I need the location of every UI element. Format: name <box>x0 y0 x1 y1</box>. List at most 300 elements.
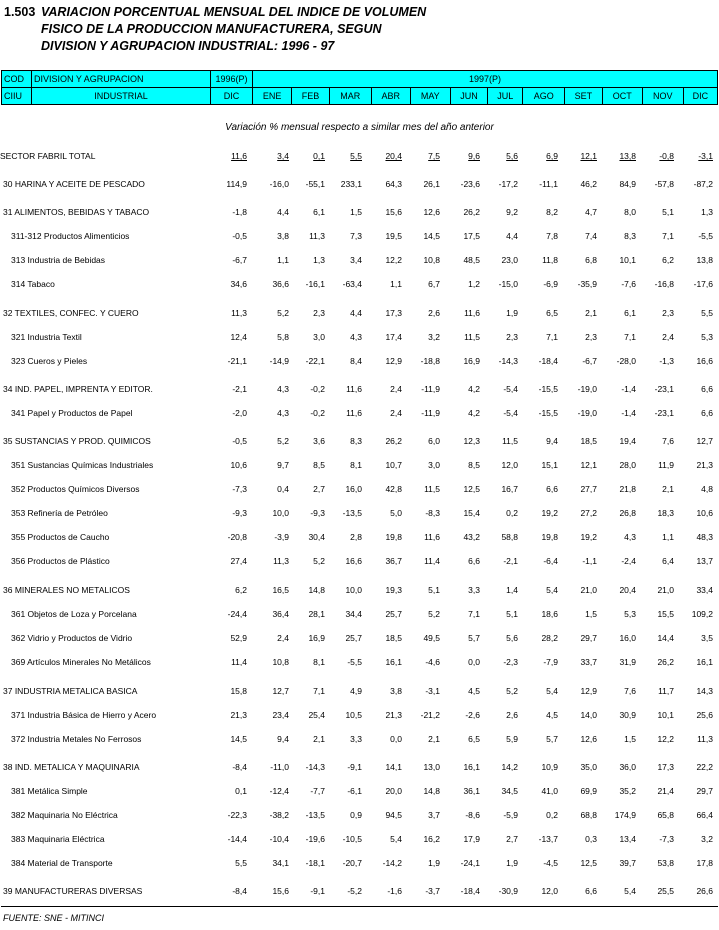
row-value: 114,9 <box>226 179 247 189</box>
row-label: 361 Objetos de Loza y Porcelana <box>11 609 137 619</box>
row-value: 11,5 <box>464 332 480 342</box>
row-value: -11,0 <box>270 762 289 772</box>
row-value: -8,6 <box>465 810 480 820</box>
row-value: 0,4 <box>277 484 289 494</box>
row-value: 23,0 <box>501 255 518 265</box>
row-value: -18,4 <box>538 356 558 366</box>
row-value: 4,8 <box>701 484 713 494</box>
row-value: -16,1 <box>305 279 325 289</box>
row-value: 16,6 <box>696 356 713 366</box>
row-value: -2,0 <box>232 408 247 418</box>
row-value: 12,4 <box>230 332 247 342</box>
row-value: 26,2 <box>463 207 480 217</box>
row-value: 5,9 <box>506 734 518 744</box>
row-value: 6,2 <box>235 585 247 595</box>
row-value: 0,2 <box>506 508 518 518</box>
row-value: 11,6 <box>424 532 440 542</box>
row-value: 10,0 <box>272 508 289 518</box>
row-value: -7,9 <box>543 657 558 667</box>
row-value: 5,3 <box>701 332 713 342</box>
row-value: 27,2 <box>580 508 597 518</box>
row-value: 1,9 <box>506 308 518 318</box>
row-value: 27,7 <box>580 484 597 494</box>
row-value: -19,0 <box>577 384 597 394</box>
row-value: 49,5 <box>423 633 440 643</box>
row-value: 9,2 <box>506 207 518 217</box>
row-value: 18,5 <box>385 633 402 643</box>
row-label: 32 TEXTILES, CONFEC. Y CUERO <box>3 308 139 318</box>
row-value: 35,0 <box>580 762 597 772</box>
row-value: 1,9 <box>428 858 440 868</box>
row-label: 384 Material de Transporte <box>11 858 113 868</box>
row-value: -38,2 <box>269 810 289 820</box>
row-value: -6,7 <box>232 255 247 265</box>
row-value: -57,8 <box>654 179 674 189</box>
row-value: 6,1 <box>624 308 636 318</box>
row-value: 36,0 <box>619 762 636 772</box>
row-value: 11,5 <box>424 484 440 494</box>
row-value: -30,9 <box>498 886 518 896</box>
row-value: -5,4 <box>503 408 518 418</box>
row-value: 1,1 <box>390 279 402 289</box>
row-value: 11,3 <box>273 556 289 566</box>
row-value: 34,4 <box>345 609 362 619</box>
row-value: 1,1 <box>277 255 289 265</box>
row-value: 13,7 <box>696 556 713 566</box>
table-row <box>0 382 719 396</box>
header-month: SET <box>565 88 603 105</box>
table-row <box>0 177 719 191</box>
row-value: 16,0 <box>619 633 636 643</box>
row-value: 0,9 <box>350 810 362 820</box>
row-value: 19,3 <box>385 585 402 595</box>
row-value: 6,6 <box>468 556 480 566</box>
row-value: 5,4 <box>624 886 636 896</box>
row-value: 8,2 <box>546 207 558 217</box>
row-label: 321 Industria Textil <box>11 332 82 342</box>
row-value: -3,9 <box>274 532 289 542</box>
row-value: 4,5 <box>546 710 558 720</box>
row-value: 10,5 <box>345 710 362 720</box>
table-row <box>0 631 719 645</box>
row-value: -9,3 <box>232 508 247 518</box>
row-value: -5,5 <box>347 657 362 667</box>
row-value: 109,2 <box>691 609 713 619</box>
bottom-rule <box>1 906 718 907</box>
row-value: 19,8 <box>541 532 558 542</box>
row-value: 11,9 <box>658 460 674 470</box>
row-value: 1,1 <box>662 532 674 542</box>
row-value: 8,3 <box>350 436 362 446</box>
row-value: 4,4 <box>350 308 362 318</box>
row-value: 3,4 <box>350 255 362 265</box>
row-value: 20,4 <box>385 151 402 161</box>
row-value: 5,6 <box>506 633 518 643</box>
table-row <box>0 434 719 448</box>
row-value: -19,6 <box>305 834 325 844</box>
title-line-1: VARIACION PORCENTUAL MENSUAL DEL INDICE DE VOLUMEN <box>41 5 427 19</box>
row-value: 15,4 <box>463 508 480 518</box>
row-value: 2,4 <box>390 384 402 394</box>
row-value: 5,2 <box>506 686 518 696</box>
row-value: 43,2 <box>463 532 480 542</box>
row-label: 311-312 Productos Alimenticios <box>11 231 130 241</box>
row-value: 6,7 <box>428 279 440 289</box>
row-value: 28,0 <box>619 460 636 470</box>
header-ciiu: CIIU <box>2 88 32 105</box>
row-label: 37 INDUSTRIA METALICA BASICA <box>3 686 138 696</box>
row-value: 7,1 <box>624 332 636 342</box>
table-row <box>0 708 719 722</box>
row-value: 12,0 <box>541 886 558 896</box>
row-label: 383 Maquinaria Eléctrica <box>11 834 105 844</box>
row-value: 12,9 <box>580 686 597 696</box>
row-value: 14,3 <box>696 686 713 696</box>
table-row <box>0 784 719 798</box>
row-value: 21,3 <box>230 710 247 720</box>
row-value: 26,6 <box>696 886 713 896</box>
row-value: 11,6 <box>346 408 362 418</box>
table-row <box>0 406 719 420</box>
row-value: 65,8 <box>657 810 674 820</box>
row-value: 9,4 <box>277 734 289 744</box>
row-value: 6,6 <box>701 384 713 394</box>
row-value: 14,1 <box>385 762 402 772</box>
row-value: 14,5 <box>423 231 440 241</box>
table-row <box>0 482 719 496</box>
row-label: 36 MINERALES NO METALICOS <box>3 585 130 595</box>
row-value: 15,6 <box>385 207 402 217</box>
row-value: 94,5 <box>385 810 402 820</box>
table-row <box>0 760 719 774</box>
row-value: 6,9 <box>546 151 558 161</box>
row-value: 12,7 <box>272 686 289 696</box>
row-value: 7,6 <box>624 686 636 696</box>
row-value: 11,8 <box>542 255 558 265</box>
row-value: 3,2 <box>428 332 440 342</box>
row-value: 8,0 <box>624 207 636 217</box>
row-value: 34,1 <box>272 858 289 868</box>
row-value: 1,2 <box>468 279 480 289</box>
row-value: 1,5 <box>624 734 636 744</box>
row-value: 1,3 <box>701 207 713 217</box>
header-cod: COD <box>2 71 32 88</box>
row-value: 10,8 <box>423 255 440 265</box>
row-value: -23,1 <box>654 408 674 418</box>
row-value: -5,9 <box>503 810 518 820</box>
row-label: 38 IND. METALICA Y MAQUINARIA <box>3 762 140 772</box>
table-row <box>0 253 719 267</box>
row-value: 3,8 <box>390 686 402 696</box>
row-value: 4,4 <box>506 231 518 241</box>
row-value: 3,7 <box>428 810 440 820</box>
row-value: -15,5 <box>538 384 558 394</box>
row-value: 66,4 <box>696 810 713 820</box>
row-value: 58,8 <box>501 532 518 542</box>
row-value: -3,1 <box>698 151 713 161</box>
row-value: 8,4 <box>350 356 362 366</box>
row-value: 5,7 <box>468 633 480 643</box>
row-value: -14,9 <box>269 356 289 366</box>
row-value: 7,6 <box>662 436 674 446</box>
row-value: 2,6 <box>428 308 440 318</box>
row-value: 28,1 <box>308 609 325 619</box>
row-value: 11,4 <box>424 556 440 566</box>
row-value: 21,0 <box>580 585 597 595</box>
column-header <box>1 70 718 105</box>
row-value: -16,8 <box>654 279 674 289</box>
row-value: 7,1 <box>662 231 674 241</box>
row-value: -18,8 <box>420 356 440 366</box>
row-value: -10,5 <box>342 834 362 844</box>
row-value: -7,7 <box>310 786 325 796</box>
row-value: 11,3 <box>231 308 247 318</box>
row-value: 34,5 <box>501 786 518 796</box>
row-value: 35,2 <box>619 786 636 796</box>
row-label: 372 Industria Metales No Ferrosos <box>11 734 142 744</box>
row-value: 1,3 <box>313 255 325 265</box>
table-row <box>0 684 719 698</box>
row-value: 4,2 <box>468 408 480 418</box>
header-month: DIC <box>683 88 717 105</box>
header-month: JUN <box>450 88 488 105</box>
row-value: 29,7 <box>696 786 713 796</box>
row-value: 13,8 <box>619 151 636 161</box>
table-row <box>0 277 719 291</box>
row-value: 15,6 <box>272 886 289 896</box>
row-value: 16,1 <box>463 762 480 772</box>
row-value: 16,6 <box>345 556 362 566</box>
row-value: 3,4 <box>277 151 289 161</box>
row-value: 22,2 <box>696 762 713 772</box>
source-note: FUENTE: SNE - MITINCI <box>3 913 104 923</box>
row-value: 36,1 <box>463 786 480 796</box>
row-value: 2,3 <box>313 308 325 318</box>
row-value: 0,1 <box>313 151 325 161</box>
row-value: -23,1 <box>654 384 674 394</box>
row-value: 1,5 <box>350 207 362 217</box>
row-value: 53,8 <box>657 858 674 868</box>
row-value: 10,8 <box>272 657 289 667</box>
row-value: -2,6 <box>465 710 480 720</box>
row-value: -2,1 <box>503 556 518 566</box>
row-value: 19,2 <box>580 532 597 542</box>
row-value: 5,0 <box>390 508 402 518</box>
row-value: 12,5 <box>580 858 597 868</box>
row-value: 17,3 <box>385 308 402 318</box>
row-value: 84,9 <box>619 179 636 189</box>
row-value: 0,1 <box>235 786 247 796</box>
row-value: 15,1 <box>541 460 558 470</box>
row-value: 7,4 <box>585 231 597 241</box>
header-year-1997: 1997(P) <box>253 71 718 88</box>
row-value: 10,1 <box>619 255 636 265</box>
row-value: 3,2 <box>701 834 713 844</box>
row-value: -0,8 <box>659 151 674 161</box>
row-value: 41,0 <box>541 786 558 796</box>
header-month: OCT <box>602 88 642 105</box>
row-value: 25,7 <box>345 633 362 643</box>
row-value: -5,4 <box>503 384 518 394</box>
row-label: 355 Productos de Caucho <box>11 532 110 542</box>
row-value: -35,9 <box>577 279 597 289</box>
row-value: -8,3 <box>425 508 440 518</box>
row-value: 16,9 <box>308 633 325 643</box>
row-value: 5,5 <box>235 858 247 868</box>
row-value: 2,3 <box>585 332 597 342</box>
table-row <box>0 554 719 568</box>
row-value: 5,4 <box>546 585 558 595</box>
row-value: 19,5 <box>385 231 402 241</box>
row-value: 25,5 <box>657 886 674 896</box>
row-value: 2,8 <box>350 532 362 542</box>
row-value: 30,4 <box>308 532 325 542</box>
row-value: 12,3 <box>463 436 480 446</box>
row-value: 4,4 <box>277 207 289 217</box>
row-value: 5,2 <box>428 609 440 619</box>
row-value: 5,5 <box>350 151 362 161</box>
row-value: 26,8 <box>619 508 636 518</box>
row-value: 8,3 <box>624 231 636 241</box>
row-value: -9,1 <box>310 886 325 896</box>
row-value: 2,1 <box>585 308 597 318</box>
row-value: 0,0 <box>468 657 480 667</box>
row-value: 33,4 <box>696 585 713 595</box>
row-value: -13,5 <box>305 810 325 820</box>
row-value: -6,9 <box>543 279 558 289</box>
row-value: -17,6 <box>693 279 713 289</box>
row-value: 5,5 <box>701 308 713 318</box>
row-value: -9,3 <box>310 508 325 518</box>
row-value: 21,0 <box>657 585 674 595</box>
row-value: 12,6 <box>580 734 597 744</box>
header-month: NOV <box>642 88 683 105</box>
row-value: 16,1 <box>385 657 402 667</box>
row-value: 10,6 <box>696 508 713 518</box>
row-value: 5,2 <box>277 308 289 318</box>
row-value: 2,3 <box>506 332 518 342</box>
row-value: 10,0 <box>345 585 362 595</box>
row-value: -1,6 <box>387 886 402 896</box>
row-value: 5,4 <box>546 686 558 696</box>
row-value: 233,1 <box>340 179 362 189</box>
row-value: 17,9 <box>463 834 480 844</box>
row-value: 9,6 <box>468 151 480 161</box>
table-number: 1.503 <box>4 5 36 19</box>
row-value: -22,1 <box>305 356 325 366</box>
row-label: 382 Maquinaria No Eléctrica <box>11 810 118 820</box>
row-value: 12,1 <box>580 460 597 470</box>
row-value: 12,0 <box>501 460 518 470</box>
row-value: -7,3 <box>232 484 247 494</box>
row-value: 12,2 <box>657 734 674 744</box>
row-value: -6,1 <box>347 786 362 796</box>
row-value: -6,4 <box>543 556 558 566</box>
row-value: 3,5 <box>701 633 713 643</box>
row-value: 4,7 <box>585 207 597 217</box>
row-value: 16,1 <box>696 657 713 667</box>
row-label: 30 HARINA Y ACEITE DE PESCADO <box>3 179 145 189</box>
table-row <box>0 884 719 898</box>
table-row <box>0 506 719 520</box>
row-value: 6,2 <box>662 255 674 265</box>
table-title <box>4 4 426 55</box>
row-value: 13,0 <box>423 762 440 772</box>
table-row <box>0 354 719 368</box>
row-label: 371 Industria Básica de Hierro y Acero <box>11 710 157 720</box>
row-value: 25,7 <box>385 609 402 619</box>
row-value: 8,1 <box>350 460 362 470</box>
row-value: -9,1 <box>347 762 362 772</box>
row-label: SECTOR FABRIL TOTAL <box>0 151 96 161</box>
row-value: -13,7 <box>538 834 558 844</box>
table-row <box>0 205 719 219</box>
row-value: 36,4 <box>272 609 289 619</box>
row-value: 0,2 <box>546 810 558 820</box>
row-value: 19,2 <box>541 508 558 518</box>
row-value: 12,9 <box>385 356 402 366</box>
row-value: 11,4 <box>231 657 247 667</box>
row-value: -22,3 <box>227 810 247 820</box>
table-row <box>0 458 719 472</box>
row-value: 30,9 <box>619 710 636 720</box>
row-value: -17,2 <box>498 179 518 189</box>
row-value: -15,5 <box>538 408 558 418</box>
row-value: -7,6 <box>621 279 636 289</box>
row-value: 12,5 <box>463 484 480 494</box>
row-value: 3,6 <box>313 436 325 446</box>
row-value: 4,3 <box>624 532 636 542</box>
row-value: 2,6 <box>506 710 518 720</box>
table-row <box>0 530 719 544</box>
row-value: 10,6 <box>230 460 247 470</box>
row-value: 48,3 <box>696 532 713 542</box>
row-value: 2,4 <box>662 332 674 342</box>
row-label: 314 Tabaco <box>11 279 55 289</box>
row-value: 21,3 <box>696 460 713 470</box>
row-value: 39,7 <box>619 858 636 868</box>
row-value: -28,0 <box>616 356 636 366</box>
row-value: 36,6 <box>272 279 289 289</box>
row-value: 15,5 <box>657 609 674 619</box>
table-row <box>0 330 719 344</box>
header-month: FEB <box>292 88 330 105</box>
row-value: 5,6 <box>506 151 518 161</box>
row-value: -14,3 <box>305 762 325 772</box>
row-value: -21,2 <box>420 710 440 720</box>
table-subtitle: Variación % mensual respecto a similar mes del año anterior <box>225 122 494 133</box>
row-value: 4,9 <box>350 686 362 696</box>
row-value: 29,7 <box>580 633 597 643</box>
row-value: 6,6 <box>701 408 713 418</box>
header-month: JUL <box>488 88 523 105</box>
row-value: 3,0 <box>428 460 440 470</box>
row-value: 3,0 <box>313 332 325 342</box>
row-value: 15,8 <box>230 686 247 696</box>
row-value: 18,6 <box>541 609 558 619</box>
row-value: 17,4 <box>385 332 402 342</box>
table-row <box>0 655 719 669</box>
row-value: 12,1 <box>580 151 597 161</box>
row-value: -63,4 <box>342 279 362 289</box>
row-value: -87,2 <box>693 179 713 189</box>
row-label: 351 Sustancias Químicas Industriales <box>11 460 154 470</box>
row-value: 1,5 <box>585 609 597 619</box>
row-value: 11,6 <box>346 384 362 394</box>
row-value: -55,1 <box>305 179 325 189</box>
row-value: 11,3 <box>697 734 713 744</box>
row-value: 23,4 <box>272 710 289 720</box>
